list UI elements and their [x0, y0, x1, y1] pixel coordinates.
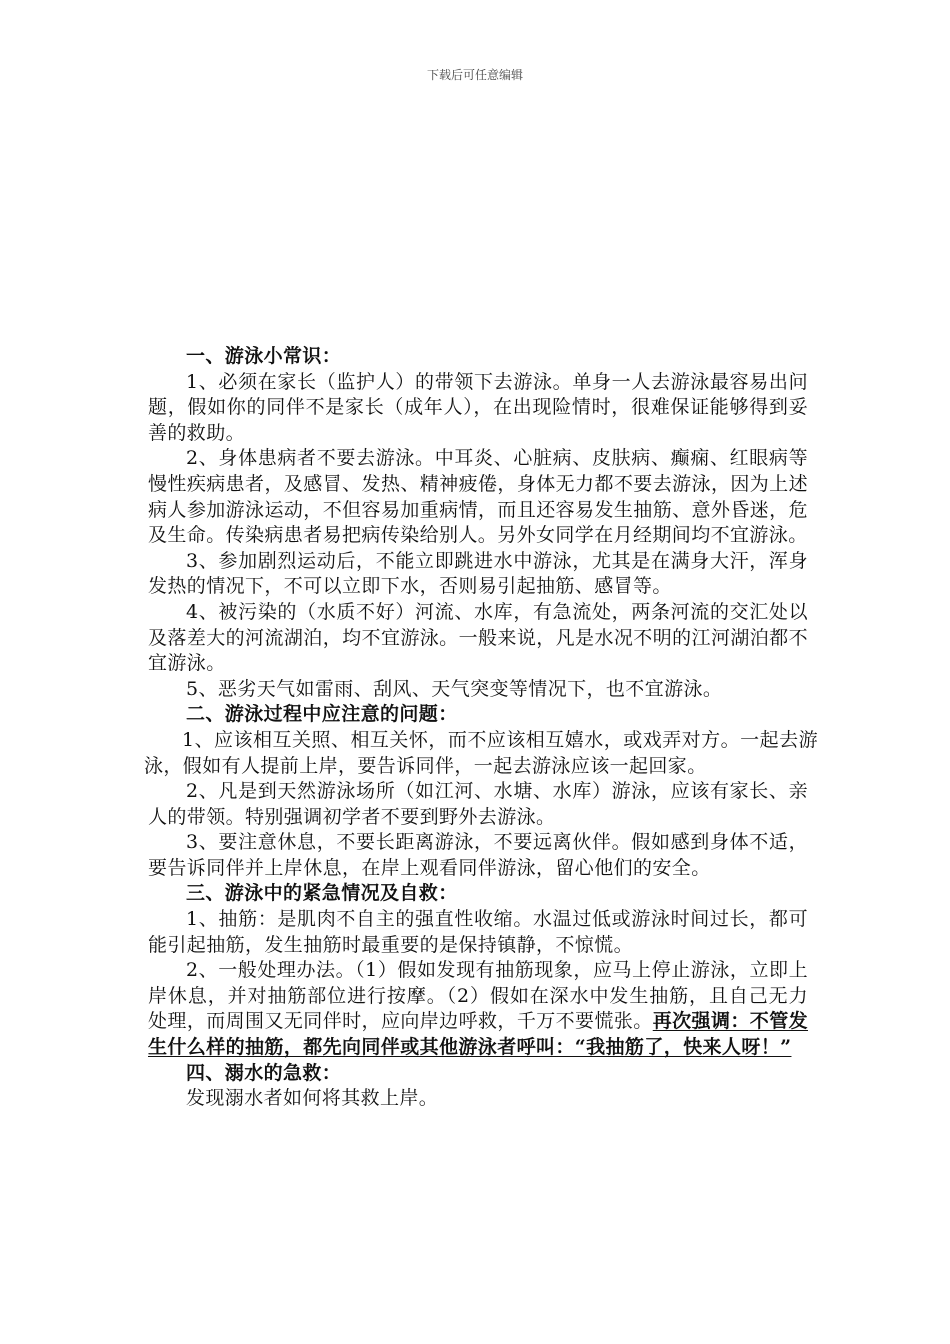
- paragraph: 1、抽筋：是肌肉不自主的强直性收缩。水温过低或游泳时间过长，都可能引起抽筋，发生抽筋时最重要的是保持镇静，不惊慌。: [148, 908, 808, 956]
- header-note: 下载后可任意编辑: [426, 68, 523, 82]
- paragraph: 1、应该相互关照、相互关怀，而不应该相互嬉水，或戏弄对方。一起去游泳，假如有人提前上岸，要告诉同伴，一起去游泳应该一起回家。: [144, 728, 818, 777]
- document-body: [144, 344, 818, 1112]
- paragraph: 2、身体患病者不要去游泳。中耳炎、心脏病、皮肤病、癫痫、红眼病等慢性疾病患者，及感冒、发热、精神疲倦，身体无力都不要去游泳，因为上述病人参加游泳运动，不但容易加重病情，而且还容易发生抽筋、意外昏迷，危及生命。传染病患者易把病传染给别人。另外女同学在月经期间均不宜游泳。: [148, 447, 808, 547]
- paragraph: 发现溺水者如何将其救上岸。: [186, 1087, 439, 1110]
- paragraph: 5、恶劣天气如雷雨、刮风、天气突变等情况下，也不宜游泳。: [186, 677, 723, 700]
- section-heading: 三、游泳中的紧急情况及自救：: [186, 882, 458, 905]
- section-heading: 四、溺水的急救：: [186, 1061, 342, 1084]
- paragraph-text: 2、一般处理办法。（1）假如发现有抽筋现象，应马上停止游泳，立即上岸休息，并对抽筋部位进行按摩。（2）假如在深水中发生抽筋，且自己无力处理，而周围又无同伴时，应向岸边呼救，千万不要慌张。: [148, 959, 808, 1033]
- paragraph: 4、被污染的（水质不好）河流、水库，有急流处，两条河流的交汇处以及落差大的河流湖泊，均不宜游泳。一般来说，凡是水况不明的江河湖泊都不宜游泳。: [148, 600, 808, 675]
- section-heading: 二、游泳过程中应注意的问题：: [186, 703, 458, 726]
- paragraph: 3、参加剧烈运动后，不能立即跳进水中游泳，尤其是在满身大汗，浑身发热的情况下，不可以立即下水，否则易引起抽筋、感冒等。: [148, 549, 808, 598]
- section-heading: 一、游泳小常识：: [186, 345, 342, 367]
- paragraph: 1、必须在家长（监护人）的带领下去游泳。单身一人去游泳最容易出问题，假如你的同伴不是家长（成年人），在出现险情时，很难保证能够得到妥善的救助。: [148, 370, 808, 444]
- paragraph: 2、凡是到天然游泳场所（如江河、水塘、水库）游泳，应该有家长、亲人的带领。特别强调初学者不要到野外去游泳。: [148, 780, 808, 828]
- paragraph: 3、要注意休息，不要长距离游泳，不要远离伙伴。假如感到身体不适，要告诉同伴并上岸休息，在岸上观看同伴游泳，留心他们的安全。: [148, 831, 808, 879]
- emphasis-text: 再次强调：不管发生什么样的抽筋，都先向同伴或其他游泳者呼叫：“我抽筋了，快来人呀！”: [148, 1010, 809, 1059]
- paragraph-with-emphasis: [148, 958, 808, 1060]
